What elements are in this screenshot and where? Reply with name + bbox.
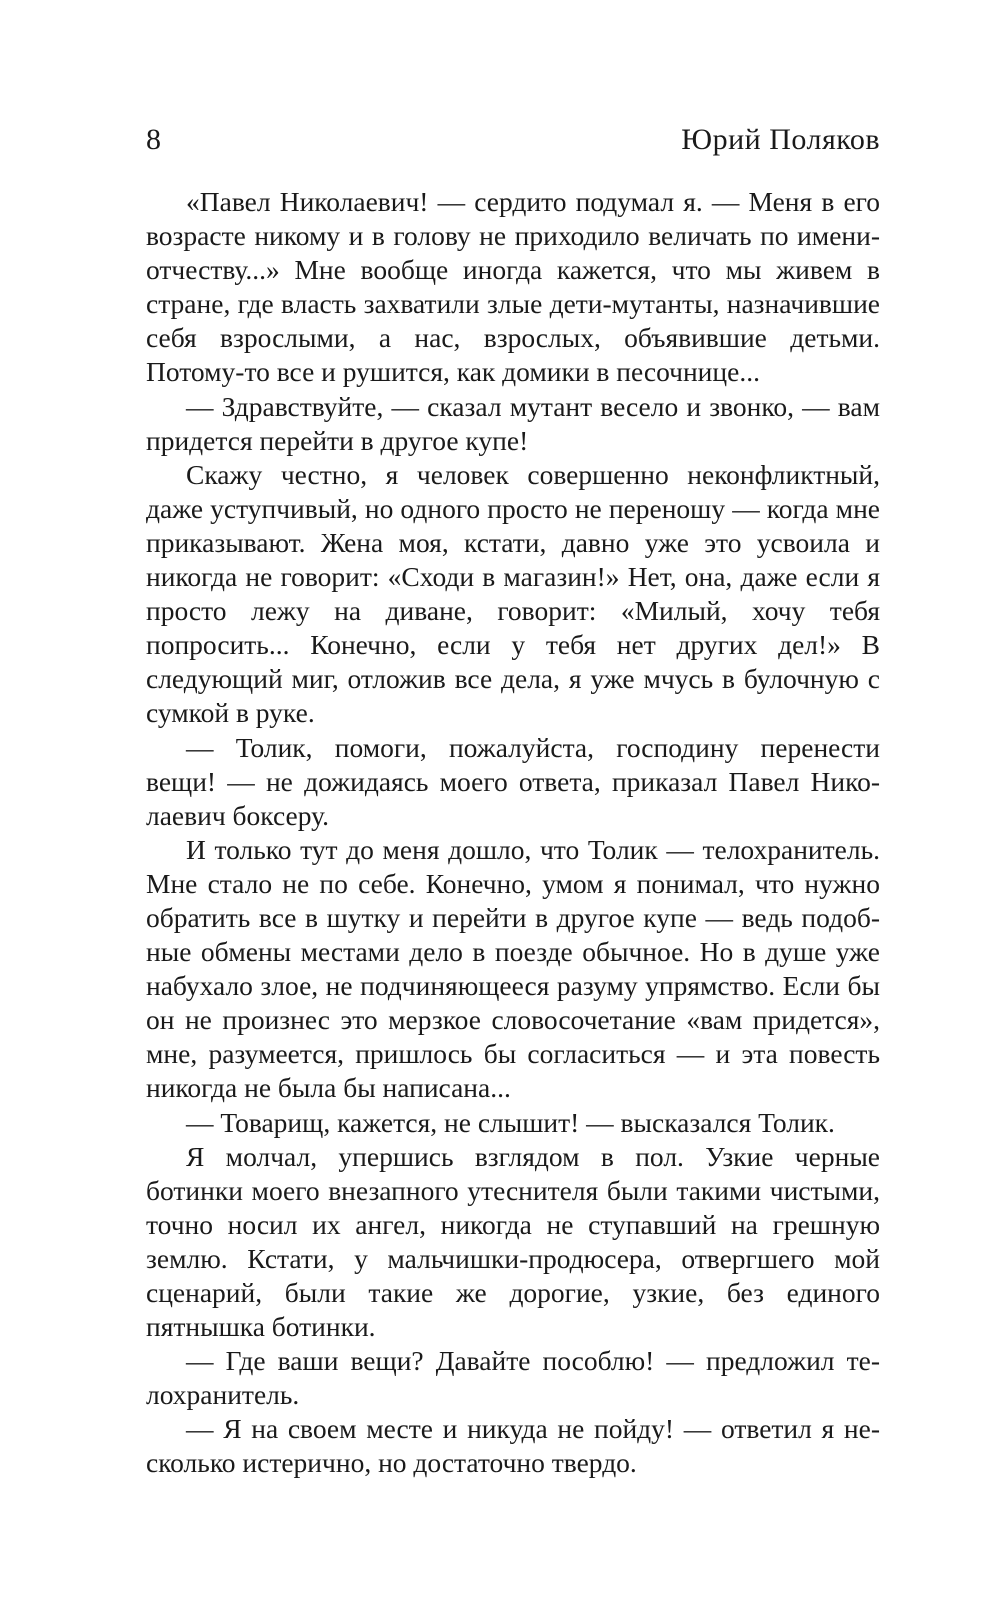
paragraph: — Где ваши вещи? Давайте пособлю! — предложил телохранитель. — [146, 1345, 880, 1411]
paragraph: — Товарищ, кажется, не слышит! — высказался Толик. — [186, 1106, 835, 1138]
paragraph: Скажу честно, я человек совершенно неконфликтный, даже уступчивый, но одного просто не переношу — когда мне приказывают. Жена моя, кстати, давно уже это усвоила и никогда не говорит: «Сходи в магазин!» Нет, она, даже если я просто лежу на диване, говорит: «Милый, хочу тебя попросить... Конечно, если у тебя нет других дел!» В следующий миг, отложив все дела, я уже мчусь в булочную с сумкой в руке. — [146, 458, 880, 729]
running-head-author: Юрий Поляков — [681, 123, 880, 156]
body-text — [146, 185, 880, 1481]
paragraph: — Толик, помоги, пожалуйста, господину перенести вещи! — не дожидаясь моего ответа, приказал Павел Николаевич боксеру. — [146, 731, 880, 831]
paragraph: И только тут до меня дошло, что Толик — телохранитель. Мне стало не по себе. Конечно, умом я понимал, что нужно обратить все в шутку и перейти в другое купе — ведь подобные обмены местами дело в поезде обычное. Но в душе уже набухало злое, не подчиняющееся разуму упрямство. Если бы он не произнес это мерзкое словосочетание «вам придется», мне, разумеется, пришлось бы согласиться — и эта повесть никогда не была бы написана... — [146, 833, 880, 1104]
book-page — [146, 0, 880, 1616]
paragraph: — Я на своем месте и никуда не пойду! — ответил я несколько истерично, но достаточно твердо. — [146, 1413, 880, 1479]
paragraph: Я молчал, упершись взглядом в пол. Узкие черные ботинки моего внезапного утеснителя были такими чистыми, точно носил их ангел, никогда не ступавший на грешную землю. Кстати, у мальчишки-продюсера, отвергшего мой сценарий, были такие же дорогие, узкие, без единого пятнышка ботинки. — [146, 1140, 880, 1343]
running-head — [146, 118, 880, 162]
paragraph: — Здравствуйте, — сказал мутант весело и звонко, — вам придется перейти в другое купе! — [146, 390, 880, 456]
page-number: 8 — [146, 123, 161, 156]
paragraph: «Павел Николаевич! — сердито подумал я. — Меня в его возрасте никому и в голову не приходило величать по имени-отчеству...» Мне вообще иногда кажется, что мы живем в стране, где власть захватили злые дети-мутанты, назначившие себя взрослыми, а нас, взрослых, объявившие детьми. Потому-то все и рушится, как домики в песочнице... — [146, 186, 880, 388]
